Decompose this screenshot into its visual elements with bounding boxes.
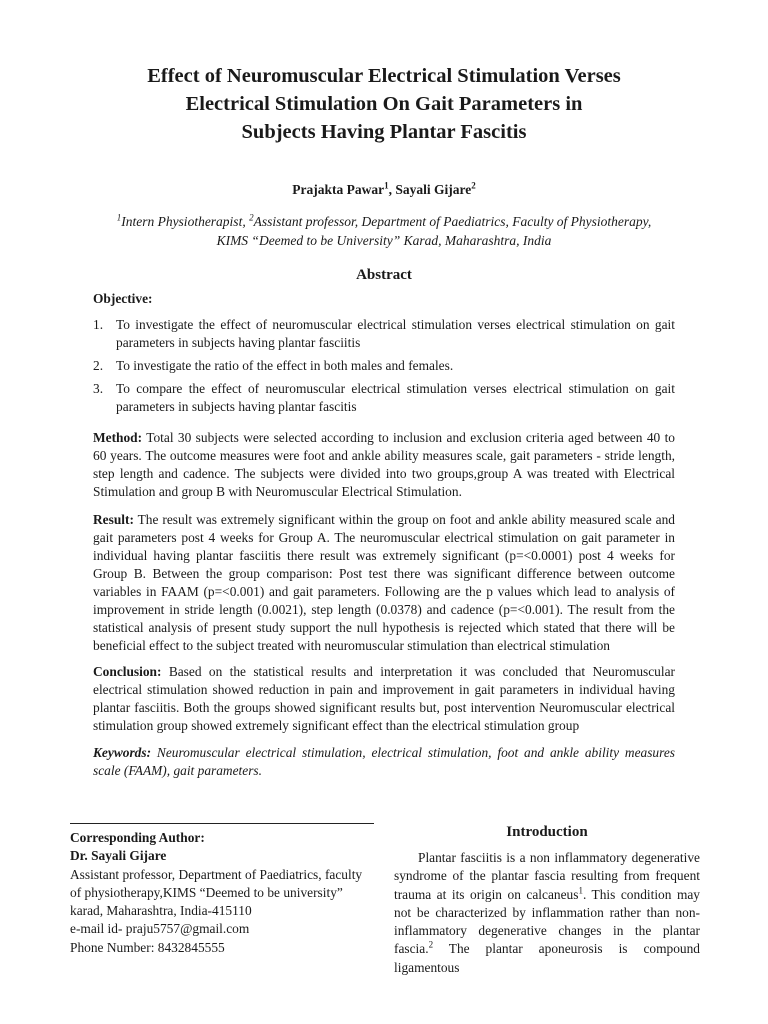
paper-title [80,62,688,146]
corresponding-author-line: of physiotherapy,KIMS “Deemed to be university” [70,884,343,900]
author-name: Prajakta Pawar [292,182,385,197]
method-label: Method: [93,430,143,445]
keywords-text: Neuromuscular electrical stimulation, electrical stimulation, foot and ankle ability measures scale (FAAM), gait parameters. [93,745,675,778]
objective-label: Objective: [93,291,153,306]
author-separator: , [388,182,396,197]
objective-item [93,357,675,375]
corresponding-author-name: Dr. Sayali Gijare [70,848,167,864]
keywords-paragraph [93,744,675,780]
corresponding-author-email: e-mail id- praju5757@gmail.com [70,921,250,937]
author-affiliation-mark: 1 [384,180,389,191]
introduction-text: Plantar fasciitis is a non inflammatory degenerative syndrome of the plantar fascia resulting from frequent trauma at its origin on calcaneus [394,850,700,902]
citation-mark: 1 [578,885,583,896]
objective-text: To investigate the ratio of the effect in both males and females. [116,358,454,373]
method-text: Total 30 subjects were selected according to inclusion and exclusion criteria aged between 40 to 60 years. The outcome measures were foot and ankle ability measures scale, gait parameters - stride length, step length and cadence. The subjects were divided into two groups,group A was treated with Electrical Stimulation and group B with Neuromuscular Electrical Stimulation. [93,430,675,499]
method-paragraph [93,429,675,501]
footnote-divider [70,823,374,824]
objective-number: 2. [93,358,104,373]
author-affiliation-mark: 2 [471,180,476,191]
result-text: The result was extremely significant within the group on foot and ankle ability measured scale and gait parameters post 4 weeks for Group A. The neuromuscular electrical stimulation on gait parameter in individual having plantar fasciitis there result was extremely significant (p=<0.0001) post 4 weeks for Group B. Between the group comparison: Post test there was significant difference between outcome variables in FAAM (p=<0.001) and gait parameters. Following are the p values which lead to analysis of improvement in stride length (0.0021), step length (0.0378) and cadence (p=<0.001). The result from the statistical analysis of present study support the null hypothesis is rejected which stated that there will be beneficial effect to the subject treated with neuromuscular stimulation than electrical stimulation [93,512,675,653]
objective-number: 1. [93,317,104,332]
conclusion-label: Conclusion: [93,664,162,679]
title-line: Subjects Having Plantar Fascitis [241,121,527,143]
objective-item [93,380,675,416]
corresponding-author-label: Corresponding Author: [70,830,205,845]
corresponding-author-block [70,829,380,957]
result-label: Result: [93,512,134,527]
affiliation-line: KIMS “Deemed to be University” Karad, Maharashtra, India [216,233,552,248]
corresponding-author-line: Assistant professor, Department of Paediatrics, faculty [70,866,363,882]
author-name: Sayali Gijare [395,182,472,197]
corresponding-author-phone: Phone Number: 8432845555 [70,939,225,955]
objective-item [93,316,675,352]
result-paragraph [93,511,675,655]
affiliation-line [80,212,688,231]
title-line: Electrical Stimulation On Gait Parameters in [185,93,583,115]
conclusion-paragraph [93,663,675,735]
affiliation-mark: 1 [116,212,122,223]
keywords-label: Keywords: [93,745,152,760]
objective-number: 3. [93,381,104,396]
author-list [80,181,688,199]
abstract-heading: Abstract [356,267,412,283]
introduction-heading: Introduction [506,824,588,840]
citation-mark: 2 [428,940,434,951]
introduction-text: The plantar aponeurosis is compound ligamentous [394,941,700,975]
affiliation [80,212,688,250]
affiliation-mark: 2 [249,212,254,223]
objective-text: To compare the effect of neuromuscular electrical stimulation verses electrical stimulation on gait parameters in subjects having plantar fascitis [116,381,675,414]
objective-text: To investigate the effect of neuromuscular electrical stimulation verses electrical stimulation on gait parameters in subjects having plantar fasciitis [116,317,675,350]
conclusion-text: Based on the statistical results and interpretation it was concluded that Neuromuscular electrical stimulation showed reduction in pain and improvement in gait parameters in individual having plantar fasciitis. Both the groups showed significant results but, post intervention Neuromuscular electrical stimulation group showed extremely significant effect than the electrical stimulation group [93,664,675,733]
corresponding-author-line: karad, Maharashtra, India-415110 [70,903,252,919]
objective-list [93,316,675,421]
introduction-text: . This condition may not be characterized by inflammation rather than non-inflammatory degenerative changes in the plantar fascia. [394,886,700,957]
affiliation-text: Intern Physiotherapist, [121,214,250,229]
introduction-paragraph [394,849,700,977]
title-line: Effect of Neuromuscular Electrical Stimulation Verses [147,65,621,87]
affiliation-text: Assistant professor, Department of Paediatrics, Faculty of Physiotherapy, [253,214,652,229]
